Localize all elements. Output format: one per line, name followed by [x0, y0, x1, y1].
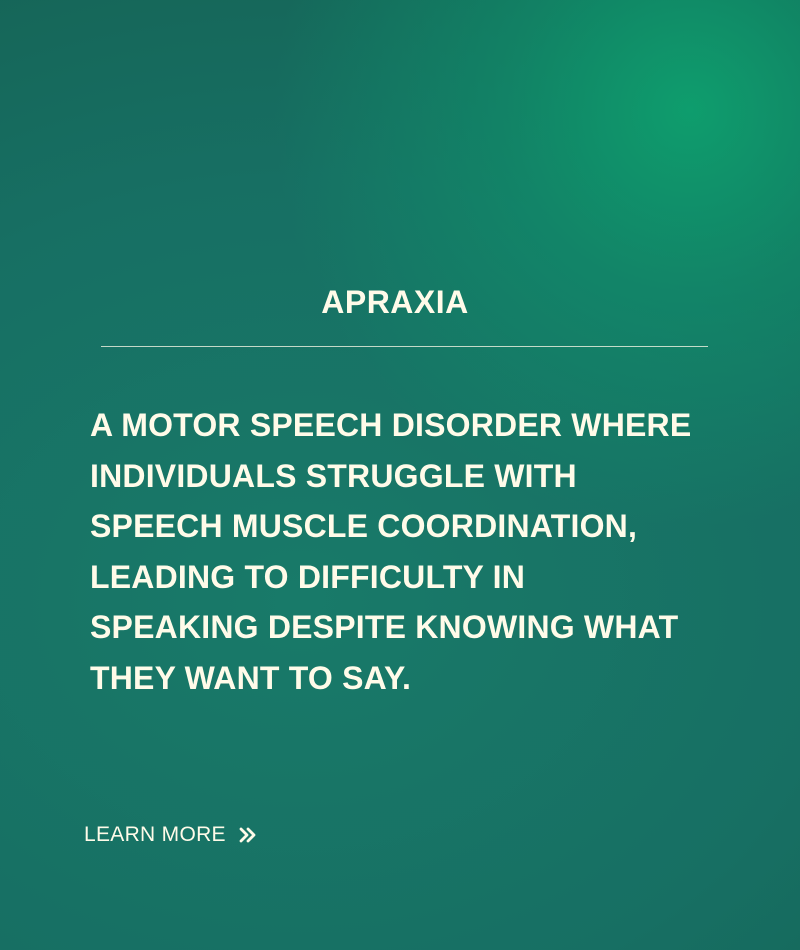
double-chevron-right-icon — [238, 825, 258, 845]
card-title: APRAXIA — [321, 284, 469, 320]
learn-more-label: LEARN MORE — [84, 823, 226, 846]
learn-more-link[interactable] — [84, 820, 258, 850]
title-divider — [101, 346, 708, 347]
card-description: A MOTOR SPEECH DISORDER WHERE INDIVIDUALS STRUGGLE WITH SPEECH MUSCLE COORDINATION, LEADING TO DIFFICULTY IN SPEAKING DESPITE KNOWING WHAT THEY WANT TO SAY. — [90, 407, 692, 696]
